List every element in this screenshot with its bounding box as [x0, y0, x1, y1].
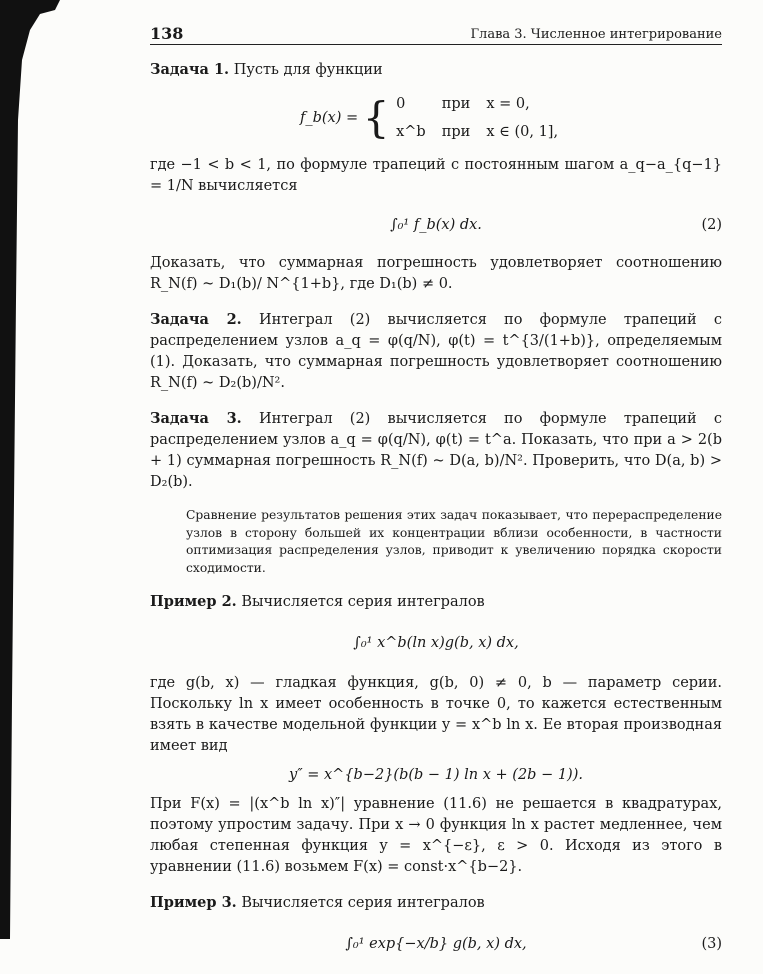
task1-definition: f_b(x) = { 0 при x = 0, x^b при x ∈ (0, 1], [300, 89, 722, 147]
cases-table: 0 при x = 0, x^b при x ∈ (0, 1], [396, 96, 559, 140]
example2-intro: Пример 2. Вычисляется серия интегралов [150, 593, 485, 610]
integral-2: ∫₀¹ f_b(x) dx. (2) [150, 205, 722, 245]
example2-text: где g(b, x) — гладкая функция, g(b, 0) ≠ 0, b — параметр серии. Поскольку ln x имеет особенность в точке 0, то кажется естественным взять в качестве модельной функции y = x^b ln x. Ее вторая производная имеет вид [150, 675, 722, 754]
book-page [150, 22, 722, 974]
page-number: 138 [150, 24, 184, 43]
example3-intro: Пример 3. Вычисляется серия интегралов [150, 894, 485, 911]
task1-intro: Задача 1. Пусть для функции [150, 61, 383, 78]
running-header [150, 22, 722, 45]
equation-number-3: (3) [701, 936, 722, 952]
task1-label: Задача 1. [150, 61, 230, 78]
equation-number-2: (2) [701, 217, 722, 233]
task3-label: Задача 3. [150, 410, 242, 427]
remark: Сравнение результатов решения этих задач показывает, что перераспределение узлов в сторону большей их концентрации вблизи особенности, в частности оптимизация распределения узлов, приводит к увеличению порядка скорости сходимости. [186, 508, 722, 575]
task2: Задача 2. Интеграл (2) вычисляется по формуле трапеций с распределением узлов a_q = φ(q/N), φ(t) = t^{3/(1+b)}, определяемым (1). Доказать, что суммарная погрешность удовлетворяет соотношению R_N(f) ~ D₂(b)/N². [150, 311, 723, 391]
task2-label: Задача 2. [150, 311, 242, 328]
task1-text: где −1 < b < 1, по формуле трапеций с постоянным шагом a_q−a_{q−1} = 1/N вычисляется [150, 157, 722, 194]
task1-conclusion: Доказать, что суммарная погрешность удовлетворяет соотношению R_N(f) ~ D₁(b)/ N^{1+b}, где D₁(b) ≠ 0. [150, 255, 722, 292]
example2-integral: ∫₀¹ x^b(ln x)g(b, x) dx, [353, 635, 519, 651]
example2-label: Пример 2. [150, 593, 237, 610]
integral-3: ∫₀¹ exp{−x/b} g(b, x) dx, (3) [150, 922, 722, 966]
chapter-title: Глава 3. Численное интегрирование [470, 27, 722, 42]
brace-icon: { [362, 93, 390, 142]
second-derivative: y″ = x^{b−2}(b(b − 1) ln x + (2b − 1)). [289, 767, 583, 783]
example3-label: Пример 3. [150, 894, 237, 911]
scan-edge-shadow [0, 0, 60, 939]
task3: Задача 3. Интеграл (2) вычисляется по формуле трапеций с распределением узлов a_q = φ(q/N), φ(t) = t^a. Показать, что при a > 2(b + 1) суммарная погрешность R_N(f) ~ D(a, b)/N². Проверить, что D(a, b) > D₂(b). [150, 410, 723, 490]
example2-text2: При F(x) = |(x^b ln x)″| уравнение (11.6) не решается в квадратурах, поэтому упростим задачу. При x → 0 функция ln x растет медленнее, чем любая степенная функция y = x^{−ε}, ε > 0. Исходя из этого в уравнении (11.6) возьмем F(x) = const·x^{b−2}. [150, 796, 722, 875]
